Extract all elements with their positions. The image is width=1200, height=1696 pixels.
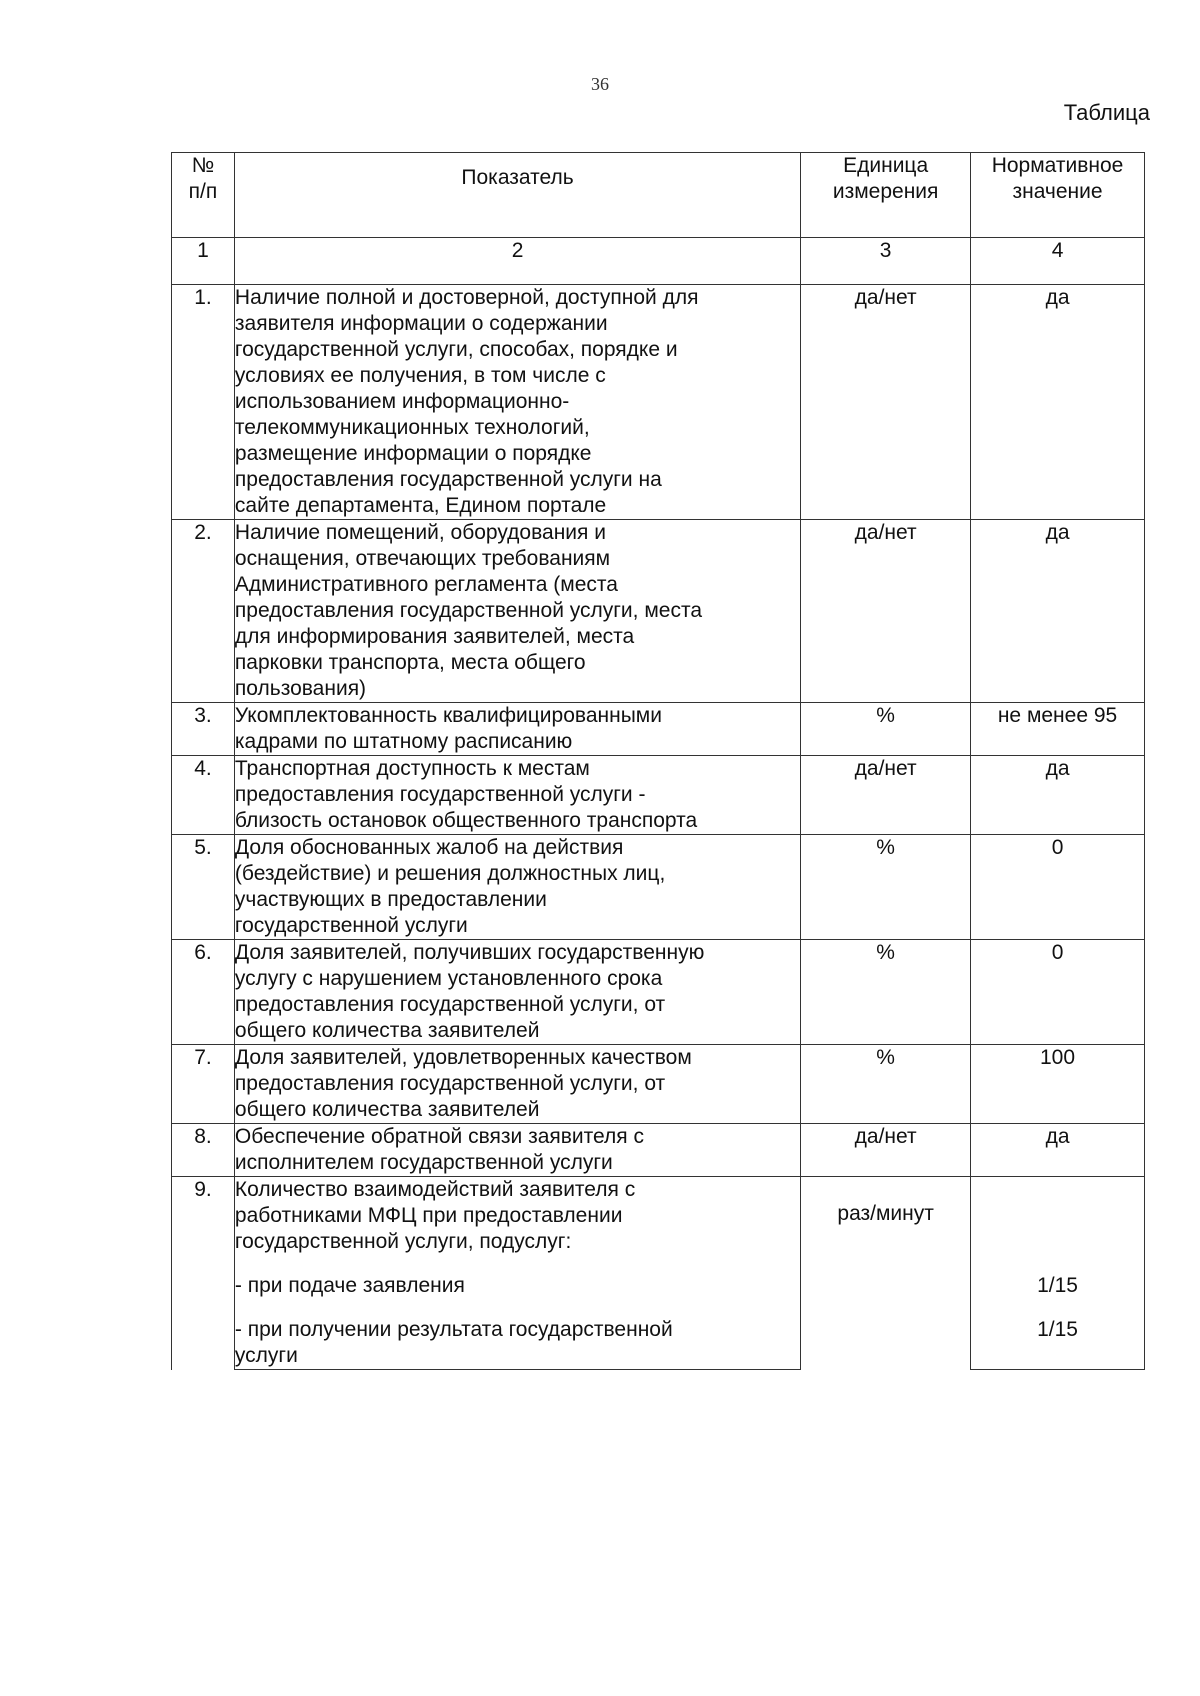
header-unit	[801, 153, 971, 238]
table-row	[172, 1177, 1145, 1370]
row-value: да	[971, 1124, 1145, 1177]
row-value: да	[971, 285, 1145, 520]
row-indicator	[234, 940, 800, 1045]
row-unit: %	[801, 940, 971, 1045]
row-value: 0	[971, 940, 1145, 1045]
row-unit: да/нет	[801, 756, 971, 835]
table-row	[172, 1045, 1145, 1124]
row-unit: да/нет	[801, 285, 971, 520]
indicator-line: общего количества заявителей	[234, 1098, 540, 1121]
indicator-line: предоставления государственной услуги, от	[234, 993, 666, 1016]
gap	[235, 1255, 800, 1273]
header-indicator: Показатель	[234, 153, 800, 238]
table-row	[172, 940, 1145, 1045]
column-numbers-row	[172, 238, 1145, 285]
indicator-line: государственной услуги, подуслуг:	[234, 1230, 572, 1253]
indicator-line: Количество взаимодействий заявителя с	[234, 1178, 636, 1201]
table-row	[172, 520, 1145, 703]
header-row	[172, 153, 1145, 238]
table-row	[172, 835, 1145, 940]
indicator-line: общего количества заявителей	[234, 1019, 540, 1042]
indicator-line: парковки транспорта, места общего	[234, 651, 586, 674]
row-number: 4.	[172, 756, 235, 835]
indicator-line: кадрами по штатному расписанию	[234, 730, 573, 753]
column-number: 2	[234, 238, 800, 285]
row-number: 7.	[172, 1045, 235, 1124]
indicator-line: условиях ее получения, в том числе с	[234, 364, 606, 387]
indicator-line: работниками МФЦ при предоставлении	[234, 1204, 623, 1227]
indicator-line: заявителя информации о содержании	[234, 312, 608, 335]
row-indicator	[234, 520, 800, 703]
row-indicator	[234, 1124, 800, 1177]
header-num-line: п/п	[188, 180, 218, 203]
indicator-line: Транспортная доступность к местам	[234, 757, 590, 780]
row-value: 0	[971, 835, 1145, 940]
table-row	[172, 1124, 1145, 1177]
indicator-line: Укомплектованность квалифицированными	[234, 704, 662, 727]
row-unit: раз/минут	[801, 1177, 971, 1370]
row-indicator	[234, 1177, 800, 1370]
indicator-line: Доля заявителей, удовлетворенных качеством	[234, 1046, 692, 1069]
row-indicator	[234, 1045, 800, 1124]
row-indicator	[234, 756, 800, 835]
row-number: 2.	[172, 520, 235, 703]
row-number: 8.	[172, 1124, 235, 1177]
sub-item-value: 1/15	[1037, 1318, 1078, 1341]
indicator-line: государственной услуги	[234, 914, 468, 937]
indicator-line: для информирования заявителей, места	[234, 625, 635, 648]
indicator-line: Доля заявителей, получивших государственную	[234, 941, 705, 964]
header-unit-line: Единица	[843, 154, 929, 177]
indicator-line: услугу с нарушением установленного срока	[234, 967, 663, 990]
indicator-line: близость остановок общественного транспорта	[234, 809, 698, 832]
indicator-line: предоставления государственной услуги, места	[234, 599, 703, 622]
gap	[235, 1299, 800, 1317]
page-number: 36	[591, 74, 609, 94]
row-indicator	[234, 285, 800, 520]
row-indicator	[234, 703, 800, 756]
indicator-line: Административного регламента (места	[234, 573, 618, 596]
header-value-line: значение	[1012, 180, 1103, 203]
row-value: да	[971, 520, 1145, 703]
header-value	[971, 153, 1145, 238]
header-num	[172, 153, 235, 238]
indicator-line: Наличие помещений, оборудования и	[234, 521, 606, 544]
value-spacer	[971, 1177, 1144, 1255]
row-value: да	[971, 756, 1145, 835]
sub-item-value: 1/15	[1037, 1274, 1078, 1297]
table-caption: Таблица	[1063, 100, 1150, 125]
column-number: 1	[172, 238, 235, 285]
header-unit-line: измерения	[832, 180, 939, 203]
indicator-line: исполнителем государственной услуги	[234, 1151, 613, 1174]
column-number: 4	[971, 238, 1145, 285]
row-indicator	[234, 835, 800, 940]
indicator-line: участвующих в предоставлении	[234, 888, 547, 911]
sub-item-line: услуги	[234, 1344, 298, 1367]
indicator-line: оснащения, отвечающих требованиям	[234, 547, 611, 570]
gap	[971, 1299, 1144, 1317]
header-num-line: №	[191, 154, 215, 177]
indicator-line: использованием информационно-	[234, 390, 570, 413]
row-value: 100	[971, 1045, 1145, 1124]
sub-item-line: - при получении результата государственной	[234, 1318, 673, 1341]
indicator-line: предоставления государственной услуги на	[234, 468, 662, 491]
indicator-line: Доля обоснованных жалоб на действия	[234, 836, 624, 859]
indicator-line: предоставления государственной услуги -	[234, 783, 646, 806]
indicator-line: размещение информации о порядке	[234, 442, 592, 465]
gap	[971, 1255, 1144, 1273]
table-row	[172, 285, 1145, 520]
indicator-line: Обеспечение обратной связи заявителя с	[234, 1125, 644, 1148]
indicator-line: телекоммуникационных технологий,	[234, 416, 590, 439]
row-number: 5.	[172, 835, 235, 940]
row-number: 3.	[172, 703, 235, 756]
table-row	[172, 703, 1145, 756]
row-value	[971, 1177, 1145, 1370]
header-value-line: Нормативное	[991, 154, 1124, 177]
table-row	[172, 756, 1145, 835]
row-number: 1.	[172, 285, 235, 520]
indicator-line: Наличие полной и достоверной, доступной для	[234, 286, 699, 309]
sub-item-line: - при подаче заявления	[234, 1274, 465, 1297]
row-unit: %	[801, 835, 971, 940]
indicators-table	[171, 152, 1145, 1370]
indicator-line: пользования)	[234, 677, 367, 700]
row-number: 6.	[172, 940, 235, 1045]
indicator-line: (бездействие) и решения должностных лиц,	[234, 862, 666, 885]
row-unit: да/нет	[801, 520, 971, 703]
row-unit: %	[801, 703, 971, 756]
column-number: 3	[801, 238, 971, 285]
indicator-line: предоставления государственной услуги, от	[234, 1072, 666, 1095]
row-unit: да/нет	[801, 1124, 971, 1177]
row-value: не менее 95	[971, 703, 1145, 756]
indicator-line: сайте департамента, Едином портале	[234, 494, 607, 517]
row-number: 9.	[172, 1177, 235, 1370]
value-spacer	[971, 1343, 1144, 1369]
indicator-line: государственной услуги, способах, порядке и	[234, 338, 678, 361]
row-unit: %	[801, 1045, 971, 1124]
